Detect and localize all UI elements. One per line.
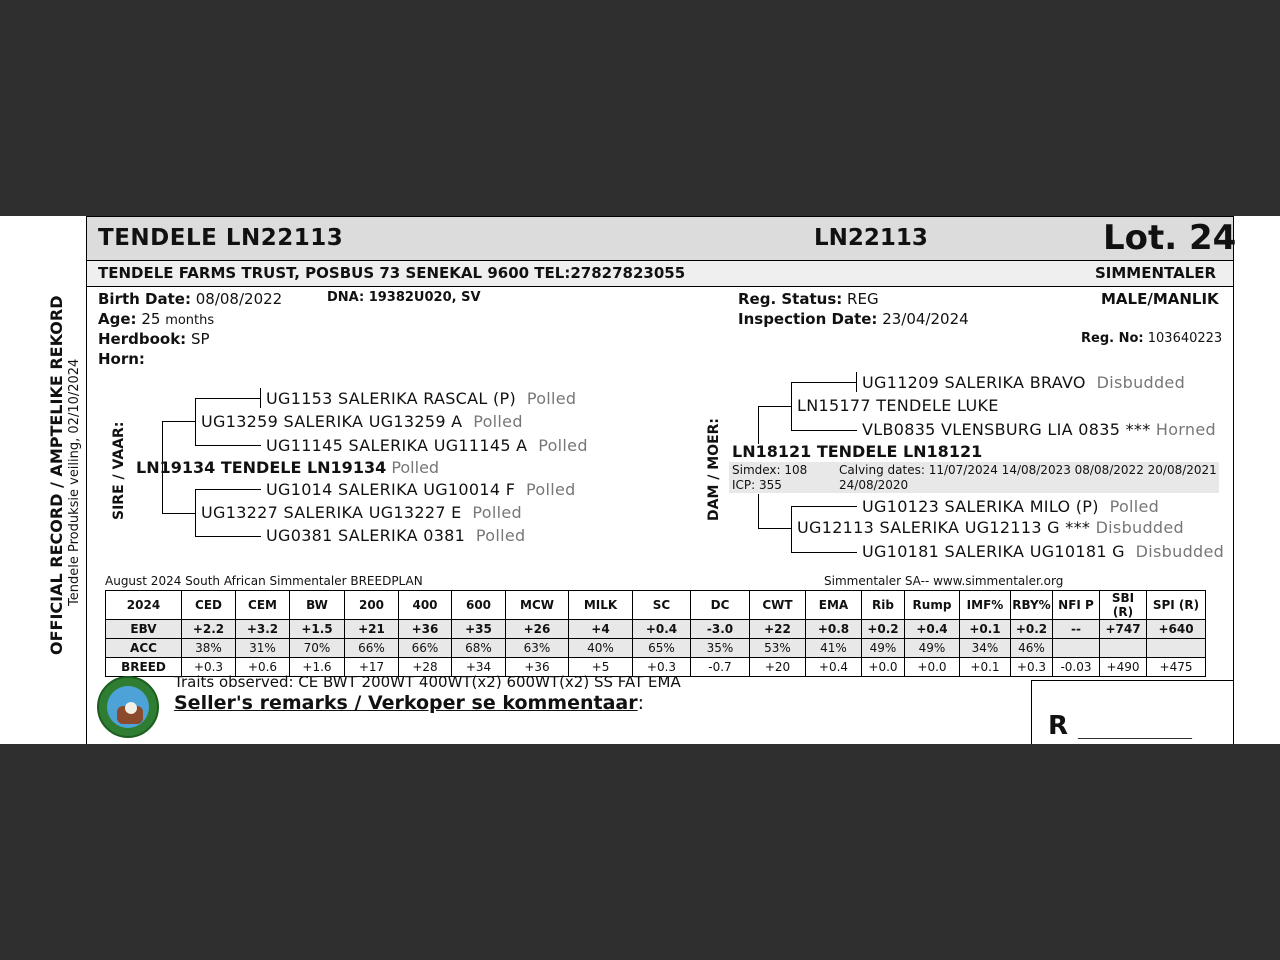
reg-status-value: REG (847, 290, 879, 308)
herdbook-label: Herdbook: (98, 330, 187, 348)
ebv-cell: +0.2 (1011, 620, 1053, 639)
pedigree-name: UG1153 SALERIKA RASCAL (P) (266, 389, 517, 408)
age-label: Age: (98, 310, 137, 328)
sire-dam-dam (266, 526, 525, 545)
tree-line (791, 506, 792, 552)
reg-no (1081, 331, 1222, 346)
ebv-cell: 40% (569, 639, 633, 658)
age-value: 25 (141, 310, 161, 328)
sex: MALE/MANLIK (1101, 290, 1219, 308)
sire-sire (201, 412, 523, 431)
ebv-cell: CED (182, 591, 236, 620)
inspection-date (738, 310, 969, 328)
ebv-cell: 400 (399, 591, 452, 620)
dam-sire-dam (862, 420, 1216, 439)
ebv-cell: +0.3 (1011, 658, 1053, 677)
tree-line (195, 489, 261, 490)
ebv-cell: -0.7 (691, 658, 750, 677)
ebv-cell: +0.1 (960, 620, 1011, 639)
traits-observed: Traits observed: CE BWT 200WT 400WT(x2) 600WT(x2) SS FAT EMA (174, 673, 681, 691)
ebv-cell: +0.6 (236, 658, 290, 677)
ebv-cell: +0.0 (862, 658, 905, 677)
price-input-line[interactable]: ___________________ (1078, 725, 1192, 739)
ebv-cell: SC (633, 591, 691, 620)
ebv-cell: +34 (452, 658, 506, 677)
ebv-cell: MILK (569, 591, 633, 620)
row-header-cell: ACC (106, 639, 182, 658)
ebv-cell: Rib (862, 591, 905, 620)
tree-line (162, 513, 196, 514)
ebv-cell: +475 (1147, 658, 1206, 677)
pedigree-name: UG13259 SALERIKA UG13259 A (201, 412, 463, 431)
ebv-cell: CWT (750, 591, 806, 620)
ebv-cell: BW (290, 591, 345, 620)
reg-status (738, 290, 879, 308)
pedigree-name: UG1014 SALERIKA UG10014 F (266, 480, 516, 499)
ebv-cell: 600 (452, 591, 506, 620)
herdbook-value: SP (190, 330, 210, 348)
row-header-cell: 2024 (106, 591, 182, 620)
pedigree-horn: Horned (1155, 420, 1216, 439)
pedigree-horn: Polled (526, 480, 576, 499)
ebv-cell (1053, 639, 1100, 658)
ebv-cell: RBY% (1011, 591, 1053, 620)
ebv-cell: DC (691, 591, 750, 620)
reg-no-label: Reg. No: (1081, 331, 1144, 346)
sire-dam-sire (266, 480, 576, 499)
ebv-cell: 34% (960, 639, 1011, 658)
ebv-table (105, 590, 1206, 677)
ebv-cell: +0.8 (806, 620, 862, 639)
sire-sire-dam (266, 436, 588, 455)
pedigree-horn: Polled (526, 389, 577, 408)
tree-line (791, 506, 857, 507)
ebv-cell: 65% (633, 639, 691, 658)
pedigree-name: UG13227 SALERIKA UG13227 E (201, 503, 462, 522)
ebv-cell: +5 (569, 658, 633, 677)
icp: ICP: 355 (732, 478, 782, 492)
pedigree-name: UG11209 SALERIKA BRAVO (862, 373, 1086, 392)
tree-line (195, 536, 261, 537)
ebv-cell: +0.2 (862, 620, 905, 639)
pedigree-horn: Disbudded (1096, 373, 1186, 392)
pedigree-horn: Disbudded (1135, 542, 1225, 561)
official-record-label: OFFICIAL RECORD / AMPTELIKE REKORD (47, 295, 66, 655)
ebv-cell: +22 (750, 620, 806, 639)
animal-name: TENDELE LN22113 (98, 225, 344, 251)
ebv-cell: 63% (506, 639, 569, 658)
seller-remarks-label: Seller's remarks / Verkoper se kommentaar (174, 692, 638, 714)
ebv-cell (1100, 639, 1147, 658)
ebv-cell: -0.03 (1053, 658, 1100, 677)
ebv-cell: 46% (1011, 639, 1053, 658)
ebv-cell: +0.4 (633, 620, 691, 639)
breed-name: SIMMENTALER (1095, 264, 1217, 282)
tree-line (758, 406, 792, 407)
ebv-cell: +26 (506, 620, 569, 639)
sire-name (136, 458, 439, 477)
age-unit: months (165, 313, 215, 328)
calving-dates: Calving dates: 11/07/2024 14/08/2023 08/08/2022 20/08/2021 (839, 463, 1217, 477)
dam-dam (797, 518, 1184, 537)
herdbook (98, 330, 210, 348)
ebv-cell: +1.6 (290, 658, 345, 677)
calving-dates-cont: 24/08/2020 (839, 478, 909, 492)
seller-remarks (174, 692, 644, 714)
ebv-cell: 53% (750, 639, 806, 658)
simdex: Simdex: 108 (732, 463, 808, 477)
ebv-cell: CEM (236, 591, 290, 620)
dna-info: DNA: 19382U020, SV (327, 290, 481, 305)
row-header-cell: BREED (106, 658, 182, 677)
sire-side-label: SIRE / VAAR: (111, 421, 127, 520)
ebv-cell: +490 (1100, 658, 1147, 677)
birth-date-value: 08/08/2022 (195, 290, 283, 308)
pedigree-name: UG10123 SALERIKA MILO (P) (862, 497, 1099, 516)
birth-date (98, 290, 282, 308)
ebv-cell: -3.0 (691, 620, 750, 639)
price-label: R (1048, 711, 1069, 741)
dam-dam-sire (862, 497, 1159, 516)
pedigree-horn: Disbudded (1095, 518, 1184, 537)
ebv-cell: 70% (290, 639, 345, 658)
ebv-cell: +17 (345, 658, 399, 677)
ebv-cell: -- (1053, 620, 1100, 639)
pedigree-name: UG12113 SALERIKA UG12113 G *** (797, 518, 1091, 537)
ebv-cell: +36 (506, 658, 569, 677)
pedigree-name: LN15177 TENDELE LUKE (797, 396, 999, 415)
inspection-label: Inspection Date: (738, 310, 878, 328)
ebv-cell: 35% (691, 639, 750, 658)
ebv-cell: EMA (806, 591, 862, 620)
ebv-row (106, 620, 1206, 639)
pedigree-horn: Polled (1109, 497, 1160, 516)
ebv-cell: 49% (862, 639, 905, 658)
tree-line (791, 552, 857, 553)
tree-line (791, 382, 857, 383)
ebv-cell: MCW (506, 591, 569, 620)
pedigree-horn: Polled (472, 503, 522, 522)
ebv-cell: +20 (750, 658, 806, 677)
ebv-cell: +0.4 (806, 658, 862, 677)
pedigree-name: VLB0835 VLENSBURG LIA 0835 *** (862, 420, 1151, 439)
ebv-cell: +2.2 (182, 620, 236, 639)
sire-sire-sire (266, 389, 576, 408)
tree-line (195, 489, 196, 536)
ebv-cell: 31% (236, 639, 290, 658)
inspection-value: 23/04/2024 (882, 310, 969, 328)
production-sale-label: Tendele Produksie veiling, 02/10/2024 (67, 358, 82, 606)
ebv-cell: 66% (399, 639, 452, 658)
ebv-cell: 41% (806, 639, 862, 658)
owner-address: TENDELE FARMS TRUST, POSBUS 73 SENEKAL 9600 TEL:27827823055 (98, 264, 686, 282)
ebv-cell: +4 (569, 620, 633, 639)
seller-remarks-colon: : (637, 692, 645, 714)
cow-face-icon (125, 702, 137, 714)
ebv-cell: SPI (R) (1147, 591, 1206, 620)
lot-number: Lot. 24 (1103, 218, 1237, 258)
pedigree-name: LN19134 TENDELE LN19134 (136, 458, 387, 477)
tree-line (162, 421, 196, 422)
reg-no-value: 103640223 (1147, 331, 1223, 346)
breedplan-caption: August 2024 South African Simmentaler BREEDPLAN (105, 574, 423, 588)
dam-dam-dam (862, 542, 1224, 561)
animal-id: LN22113 (814, 225, 928, 251)
ebv-cell: +0.3 (633, 658, 691, 677)
dam-sire-sire (862, 373, 1185, 392)
ebv-cell (1147, 639, 1206, 658)
ebv-cell: 66% (345, 639, 399, 658)
ebv-cell: IMF% (960, 591, 1011, 620)
ebv-cell: +3.2 (236, 620, 290, 639)
dam-side-label: DAM / MOER: (706, 417, 722, 521)
pedigree-horn: Polled (391, 458, 440, 477)
ebv-cell: +35 (452, 620, 506, 639)
ebv-cell: +0.4 (905, 620, 960, 639)
ebv-cell: 38% (182, 639, 236, 658)
ebv-cell: 68% (452, 639, 506, 658)
pedigree-name: UG0381 SALERIKA 0381 (266, 526, 466, 545)
tree-line (758, 406, 759, 444)
ebv-cell: 200 (345, 591, 399, 620)
ebv-cell: +747 (1100, 620, 1147, 639)
ebv-cell: SBI (R) (1100, 591, 1147, 620)
pedigree-horn: Polled (475, 526, 526, 545)
tree-line (195, 398, 261, 399)
tree-line (758, 494, 759, 528)
reg-status-label: Reg. Status: (738, 290, 843, 308)
tree-line (791, 430, 857, 431)
ebv-cell: +0.0 (905, 658, 960, 677)
pedigree-name: UG11145 SALERIKA UG11145 A (266, 436, 528, 455)
horn-label: Horn: (98, 350, 145, 368)
pedigree-horn: Polled (538, 436, 588, 455)
ebv-header-row (106, 591, 1206, 620)
ebv-cell: +1.5 (290, 620, 345, 639)
birth-date-label: Birth Date: (98, 290, 191, 308)
ebv-cell: +0.1 (960, 658, 1011, 677)
age (98, 310, 214, 328)
ebv-cell: +28 (399, 658, 452, 677)
tree-line (195, 445, 261, 446)
breedplan-source: Simmentaler SA-- www.simmentaler.org (824, 574, 1064, 588)
dam-sire (797, 396, 999, 415)
acc-row (106, 639, 1206, 658)
simmentaler-logo (97, 676, 159, 738)
ebv-cell: +0.3 (182, 658, 236, 677)
tree-line (758, 528, 792, 529)
ebv-cell: 49% (905, 639, 960, 658)
row-header-cell: EBV (106, 620, 182, 639)
ebv-cell: +36 (399, 620, 452, 639)
sire-dam (201, 503, 522, 522)
ebv-cell: NFI P (1053, 591, 1100, 620)
ebv-cell: +640 (1147, 620, 1206, 639)
ebv-cell: Rump (905, 591, 960, 620)
dam-name: LN18121 TENDELE LN18121 (732, 442, 983, 461)
pedigree-horn: Polled (473, 412, 523, 431)
pedigree-name: UG10181 SALERIKA UG10181 G (862, 542, 1125, 561)
ebv-cell: +21 (345, 620, 399, 639)
